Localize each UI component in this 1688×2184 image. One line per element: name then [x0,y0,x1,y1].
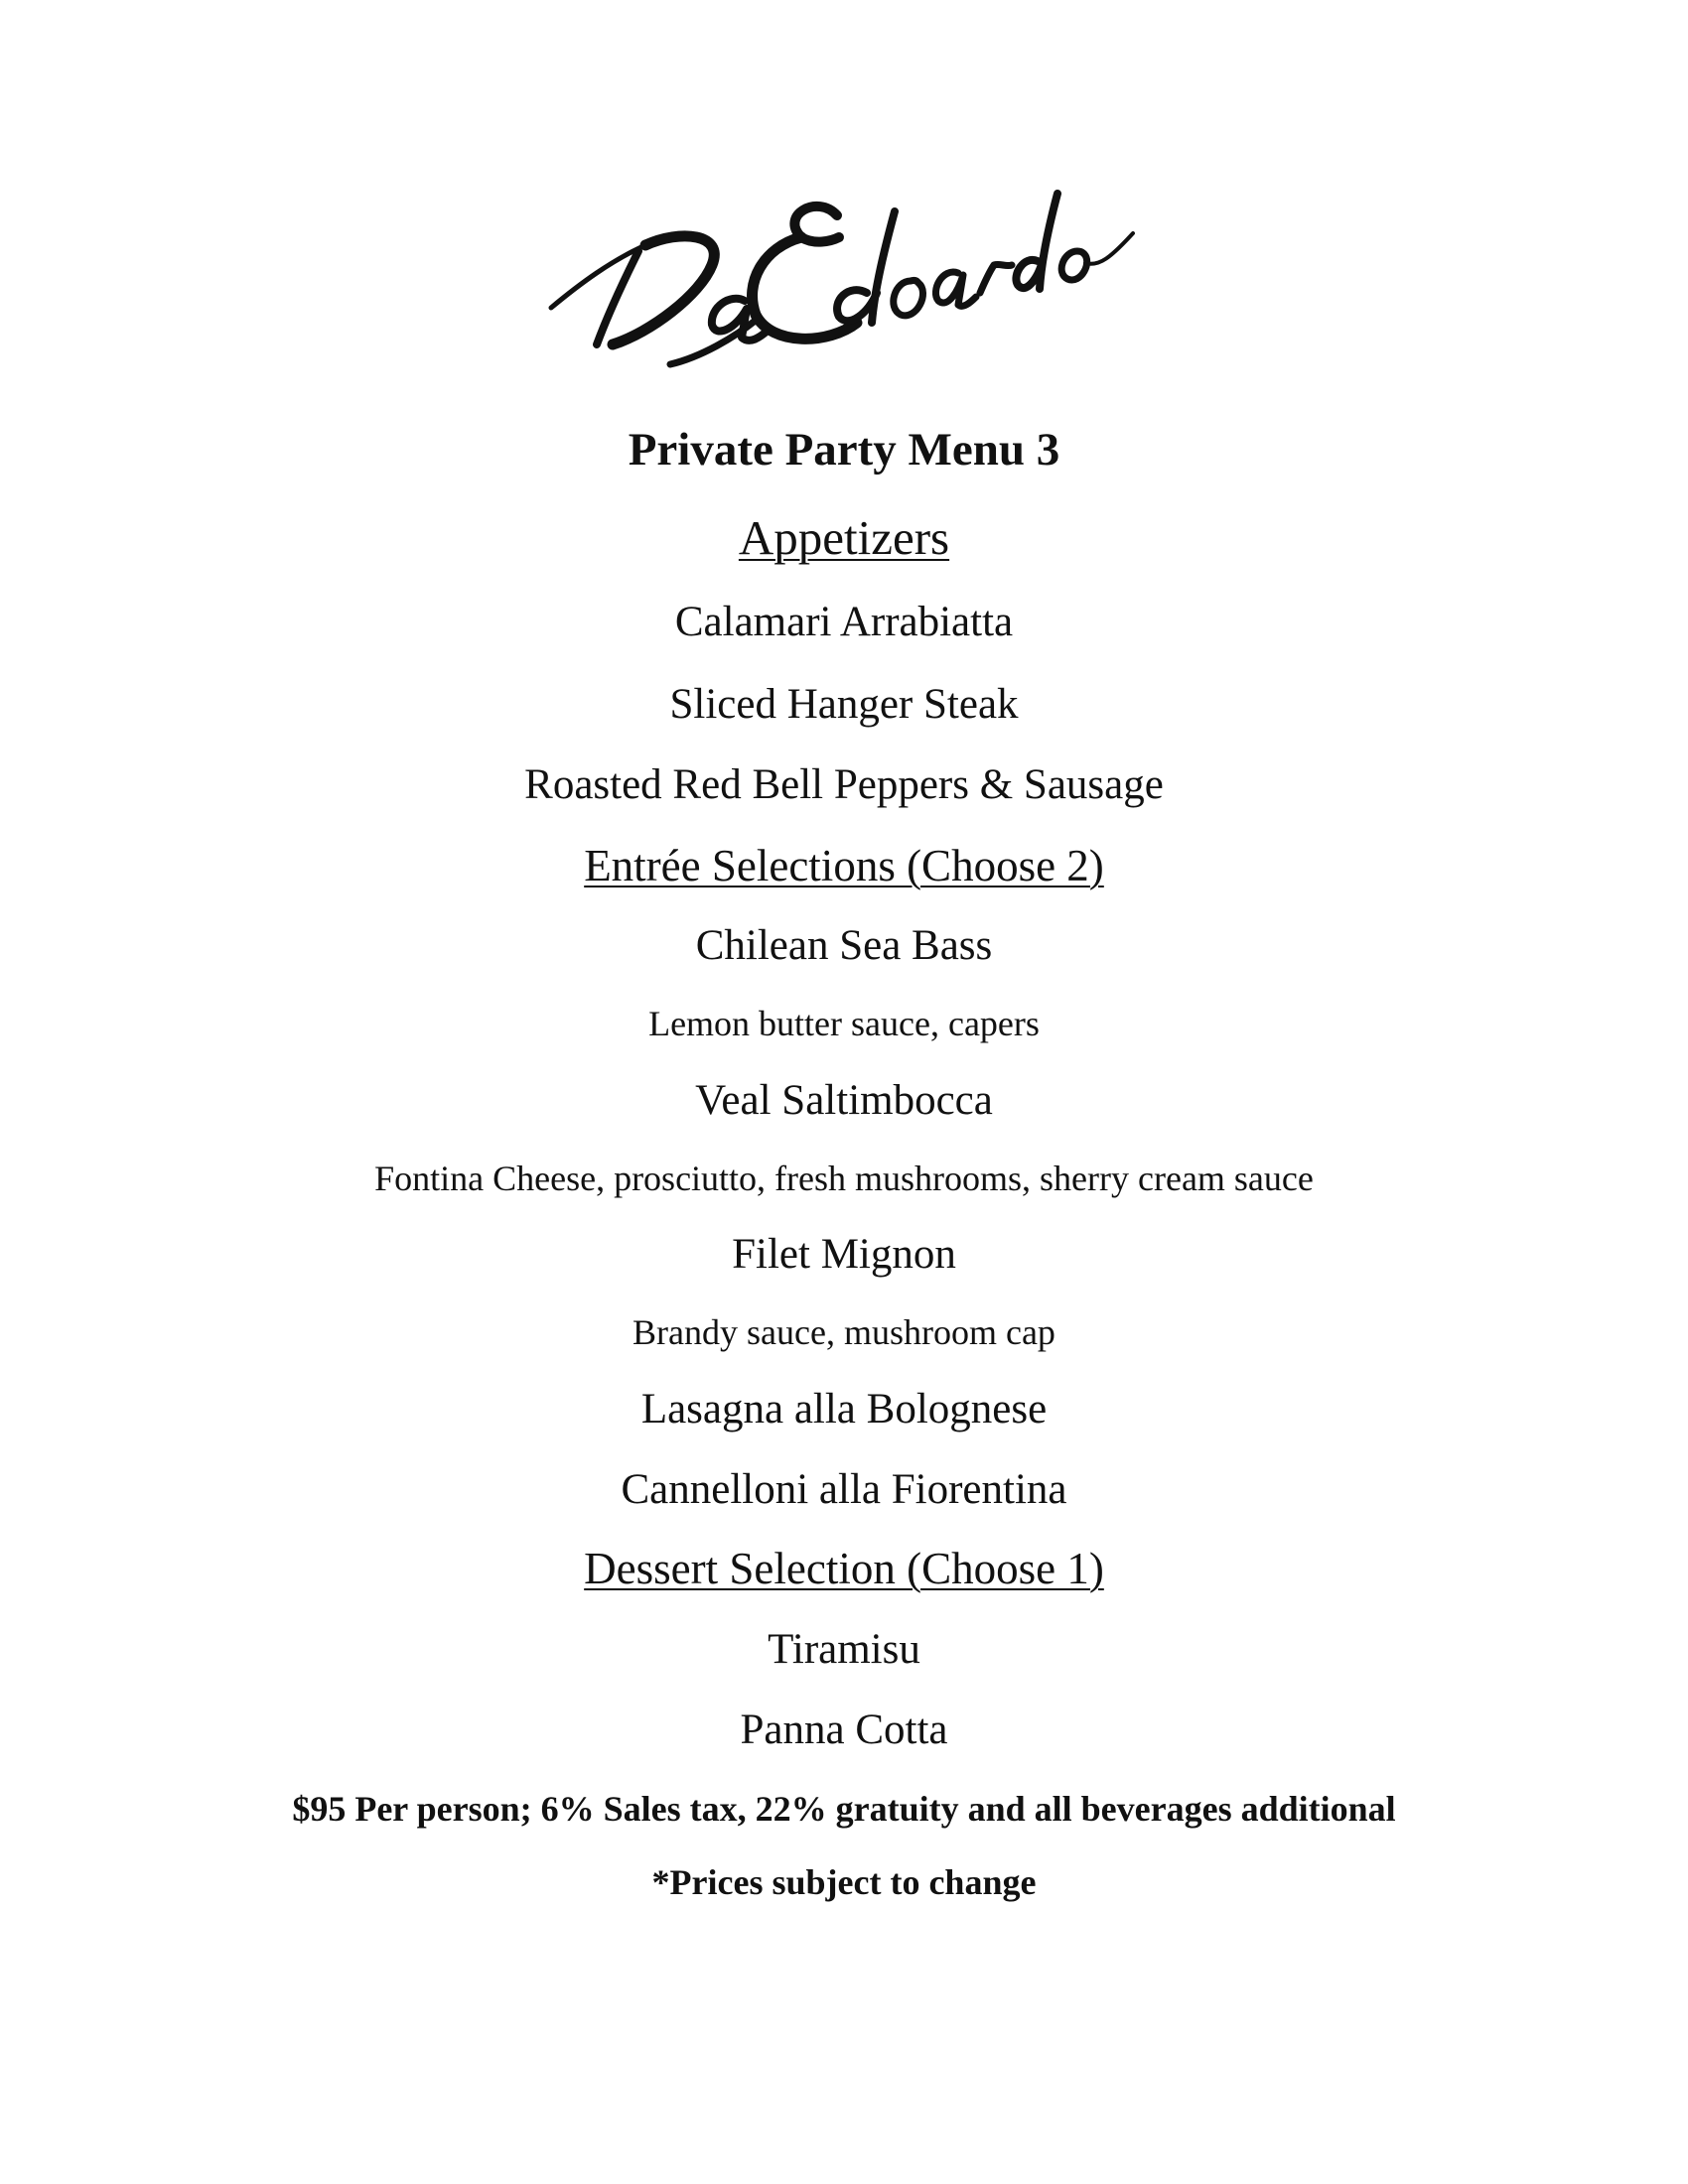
entree-item-name: Chilean Sea Bass [695,922,993,969]
appetizers-heading: Appetizers [738,510,950,565]
dessert-item: Panna Cotta [740,1706,948,1753]
dessert-heading: Dessert Selection (Choose 1) [584,1544,1104,1593]
entree-item-name: Lasagna alla Bolognese [640,1386,1048,1433]
entree-item-description: Lemon butter sauce, capers [648,1004,1040,1043]
price-disclaimer: *Prices subject to change [651,1862,1037,1902]
entree-heading: Entrée Selections (Choose 2) [584,841,1104,890]
page-title: Private Party Menu 3 [628,424,1060,476]
restaurant-logo [541,134,1137,377]
entree-item-name: Cannelloni alla Fiorentina [621,1466,1067,1513]
da-edoardo-script-logo-icon [541,134,1137,377]
entree-item-description: Fontina Cheese, prosciutto, fresh mushrooms, sherry cream sauce [374,1159,1314,1198]
pricing-note: $95 Per person; 6% Sales tax, 22% gratuity and all beverages additional [292,1789,1396,1829]
appetizer-item: Roasted Red Bell Peppers & Sausage [524,761,1164,808]
dessert-item: Tiramisu [768,1626,920,1673]
appetizer-item: Calamari Arrabiatta [674,599,1014,645]
entree-item-name: Veal Saltimbocca [695,1077,993,1124]
entree-item-name: Filet Mignon [732,1231,956,1278]
appetizer-item: Sliced Hanger Steak [669,681,1019,728]
entree-item-description: Brandy sauce, mushroom cap [633,1312,1055,1352]
